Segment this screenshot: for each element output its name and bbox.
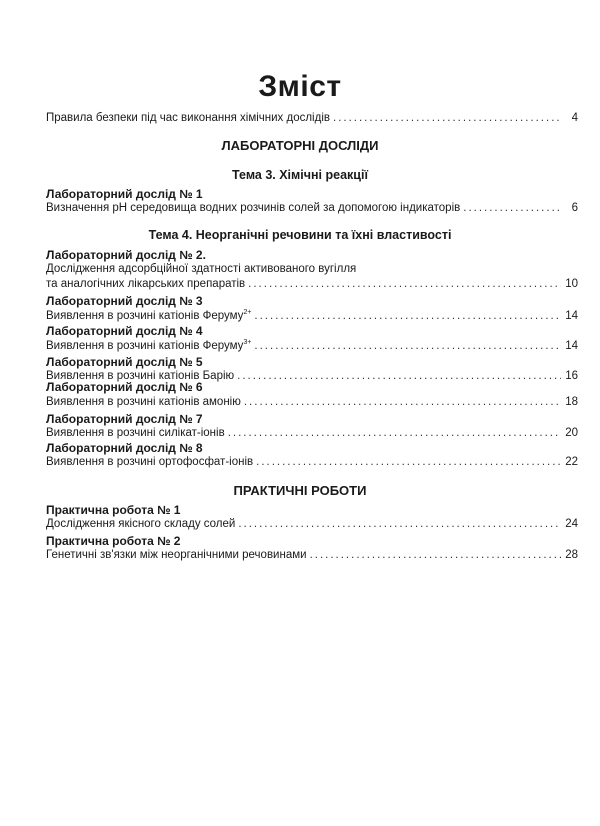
exp7-title: Лабораторний дослід № 7 <box>46 412 203 426</box>
toc-page-number: 4 <box>571 112 578 124</box>
toc-entry-text: Дослідження якісного складу солей <box>46 518 236 530</box>
page-title: Зміст <box>258 70 342 103</box>
exp2-line1: Дослідження адсорбційної здатності активованого вугілля <box>46 263 357 275</box>
toc-leader-dots <box>248 278 561 290</box>
toc-entry-text-main: Виявлення в розчині катіонів Феруму <box>46 339 244 352</box>
prac1-title: Практична робота № 1 <box>46 503 181 517</box>
toc-leader-dots <box>244 396 561 408</box>
toc-page-number: 20 <box>565 427 578 439</box>
toc-page-number: 14 <box>565 309 578 322</box>
toc-entry-exp8[interactable] <box>46 456 578 470</box>
toc-leader-dots <box>333 112 561 124</box>
toc-page-number: 18 <box>565 396 578 408</box>
toc-entry-exp1[interactable] <box>46 202 578 216</box>
toc-leader-dots <box>256 456 561 468</box>
exp8-title: Лабораторний дослід № 8 <box>46 441 203 455</box>
toc-page-number: 24 <box>565 518 578 530</box>
toc-page-number: 10 <box>565 278 578 290</box>
toc-leader-dots <box>228 427 561 439</box>
toc-entry-text: Виявлення в розчині силікат-іонів <box>46 427 225 439</box>
ion-charge: 2+ <box>243 309 252 316</box>
exp4-title: Лабораторний дослід № 4 <box>46 324 203 338</box>
toc-entry-text: та аналогічних лікарських препаратів <box>46 278 246 290</box>
topic-heading-4: Тема 4. Неорганічні речовини та їхні властивості <box>148 228 452 242</box>
toc-entry-text: Визначення рН середовища водних розчинів солей за допомогою індикаторів <box>46 202 461 214</box>
section-heading-lab: ЛАБОРАТОРНІ ДОСЛІДИ <box>221 138 379 153</box>
toc-page-number: 6 <box>571 202 578 214</box>
toc-entry-text-main: Виявлення в розчині катіонів Феруму <box>46 309 244 322</box>
toc-leader-dots <box>310 549 561 561</box>
exp6-title: Лабораторний дослід № 6 <box>46 380 203 394</box>
topic-heading-3: Тема 3. Хімічні реакції <box>232 168 368 182</box>
toc-entry-exp6[interactable] <box>46 396 578 410</box>
toc-entry-exp2[interactable] <box>46 278 578 292</box>
ion-charge: 3+ <box>243 339 252 346</box>
toc-leader-dots <box>254 340 561 352</box>
prac2-title: Практична робота № 2 <box>46 534 181 548</box>
toc-entry-exp7[interactable] <box>46 427 578 441</box>
toc-entry-exp3[interactable] <box>46 309 578 323</box>
toc-leader-dots <box>463 202 561 214</box>
toc-entry-prac1[interactable] <box>46 518 578 532</box>
toc-leader-dots <box>254 310 561 322</box>
toc-page-number: 28 <box>565 549 578 561</box>
exp5-title: Лабораторний дослід № 5 <box>46 355 203 369</box>
toc-leader-dots <box>238 518 561 530</box>
toc-entry-text: Виявлення в розчині катіонів Барію <box>46 370 235 382</box>
toc-leader-dots <box>237 370 561 382</box>
toc-entry-safety[interactable] <box>46 112 578 126</box>
toc-page-number: 14 <box>565 339 578 352</box>
exp2-title: Лабораторний дослід № 2. <box>46 248 206 262</box>
toc-entry-prac2[interactable] <box>46 549 578 563</box>
exp3-title: Лабораторний дослід № 3 <box>46 294 203 308</box>
toc-page-number: 22 <box>565 456 578 468</box>
toc-entry-text <box>46 339 251 352</box>
toc-page-number: 16 <box>565 370 578 382</box>
toc-entry-text: Генетичні зв'язки між неорганічними речовинами <box>46 549 307 561</box>
toc-entry-text: Виявлення в розчині ортофосфат-іонів <box>46 456 254 468</box>
toc-entry-text: Правила безпеки під час виконання хімічних дослідів <box>46 112 330 124</box>
toc-entry-exp4[interactable] <box>46 339 578 353</box>
toc-entry-text: Виявлення в розчині катіонів амонію <box>46 396 241 408</box>
exp1-title: Лабораторний дослід № 1 <box>46 187 203 201</box>
section-heading-practical: ПРАКТИЧНІ РОБОТИ <box>233 483 367 498</box>
toc-entry-text <box>46 309 251 322</box>
